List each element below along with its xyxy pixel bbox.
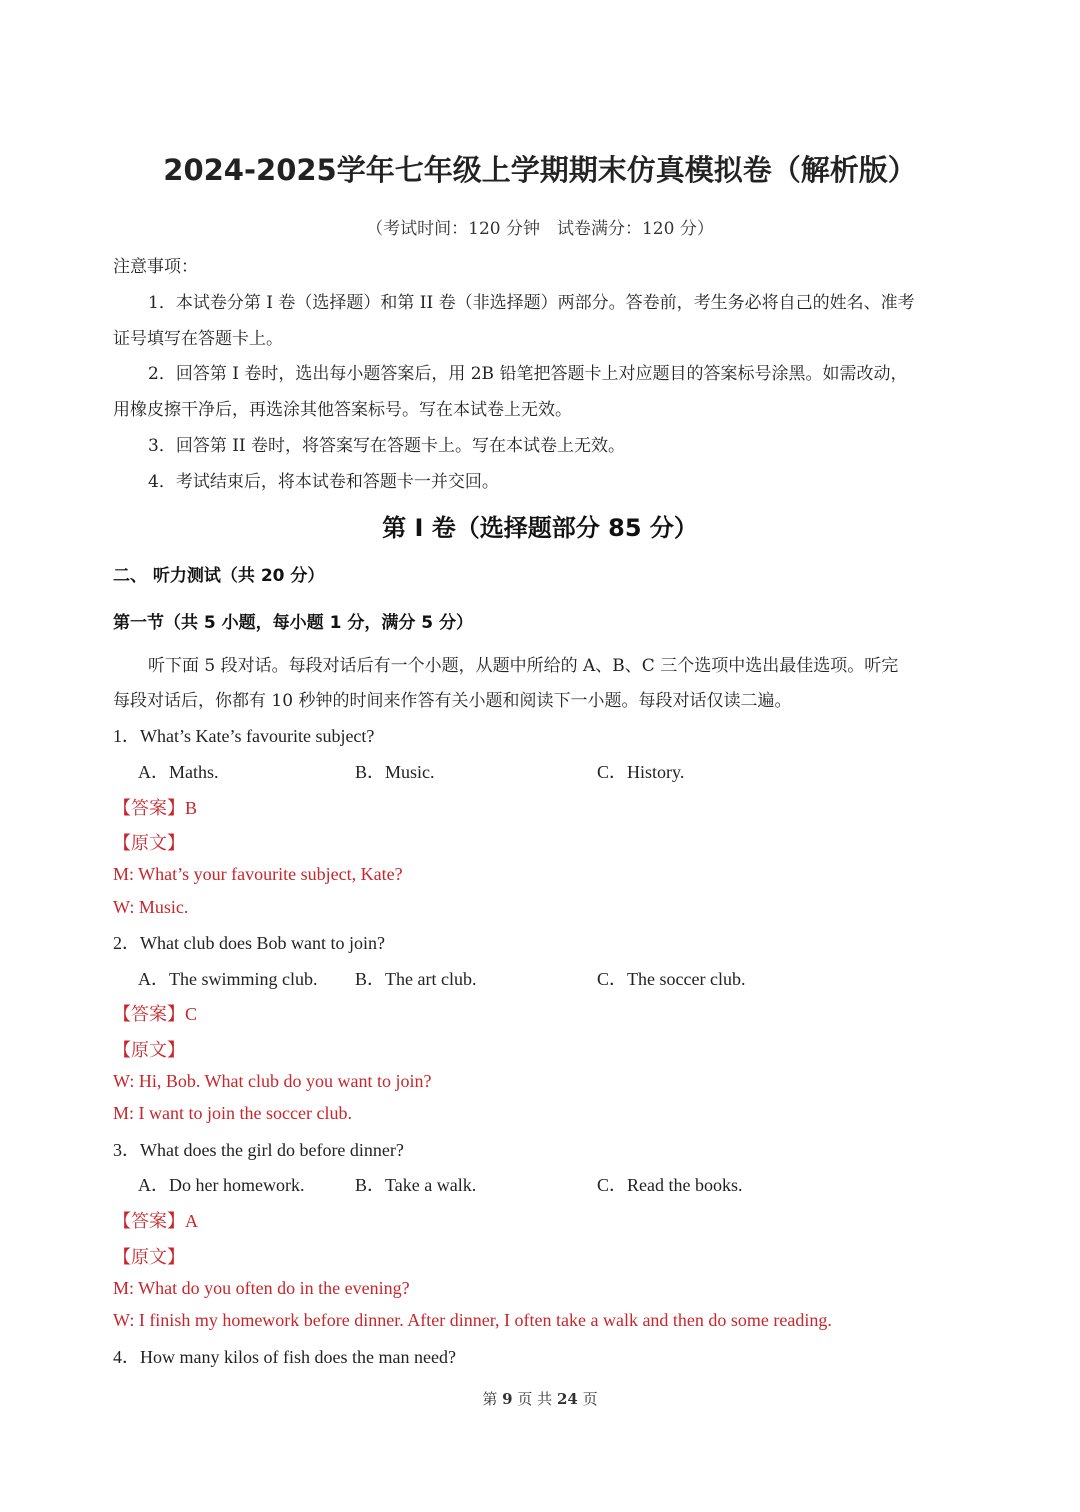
notice-item-3: 3．回答第 II 卷时，将答案写在答题卡上。写在本试卷上无效。: [148, 436, 626, 456]
instructions-line-2: 每段对话后，你都有 10 秒钟的时间来作答有关小题和阅读下一小题。每段对话仅读二遍。: [113, 691, 792, 711]
notice-heading: 注意事项：: [113, 257, 198, 277]
question-3-option-c: C．Read the books.: [597, 1175, 743, 1195]
footer-prefix: 第: [482, 1390, 498, 1408]
page-footer: [0, 1388, 1080, 1409]
question-3-answer: 【答案】A: [113, 1211, 198, 1231]
part-heading: 二、 听力测试（共 20 分）: [113, 566, 325, 586]
question-1-transcript-line-2: W: Music.: [113, 897, 189, 917]
notice-item-1-line-2: 证号填写在答题卡上。: [113, 329, 283, 349]
footer-mid: 页 共: [517, 1390, 553, 1408]
notice-item-1-line-1: 1．本试卷分第 I 卷（选择题）和第 II 卷（非选择题）两部分。答卷前，考生务必将自己的姓名、准考: [148, 293, 915, 313]
question-1: 1．What’s Kate’s favourite subject?: [113, 726, 375, 746]
question-1-answer: 【答案】B: [113, 798, 198, 818]
question-3: 3．What does the girl do before dinner?: [113, 1140, 404, 1160]
question-2: 2．What club does Bob want to join?: [113, 933, 385, 953]
question-2-original-label: 【原文】: [113, 1040, 185, 1060]
notice-item-2-line-2: 用橡皮擦干净后，再选涂其他答案标号。写在本试卷上无效。: [113, 400, 572, 420]
instructions-line-1: 听下面 5 段对话。每段对话后有一个小题，从题中所给的 A、B、C 三个选项中选出最佳选项。听完: [148, 656, 899, 676]
footer-suffix: 页: [582, 1390, 598, 1408]
question-3-option-b: B．Take a walk.: [355, 1175, 477, 1195]
question-2-answer: 【答案】C: [113, 1004, 198, 1024]
question-2-option-a: A．The swimming club.: [138, 969, 318, 989]
exam-info: （考试时间：120 分钟 试卷满分：120 分）: [366, 219, 714, 239]
question-2-option-b: B．The art club.: [355, 969, 477, 989]
question-3-transcript-line-1: M: What do you often do in the evening?: [113, 1278, 410, 1298]
question-2-option-c: C．The soccer club.: [597, 969, 746, 989]
question-1-transcript-line-1: M: What’s your favourite subject, Kate?: [113, 864, 403, 884]
notice-item-4: 4．考试结束后，将本试卷和答题卡一并交回。: [148, 472, 499, 492]
question-1-option-c: C．History.: [597, 762, 685, 782]
subsection-heading: 第一节（共 5 小题，每小题 1 分，满分 5 分）: [113, 613, 473, 633]
question-2-transcript-line-1: W: Hi, Bob. What club do you want to join?: [113, 1071, 432, 1091]
question-3-option-a: A．Do her homework.: [138, 1175, 305, 1195]
question-3-transcript-line-2: W: I finish my homework before dinner. After dinner, I often take a walk and then do some reading.: [113, 1310, 832, 1330]
question-2-transcript-line-2: M: I want to join the soccer club.: [113, 1103, 352, 1123]
question-1-option-b: B．Music.: [355, 762, 435, 782]
question-1-original-label: 【原文】: [113, 833, 185, 853]
question-3-original-label: 【原文】: [113, 1247, 185, 1267]
total-page-number: 24: [556, 1390, 578, 1408]
notice-item-2-line-1: 2．回答第 I 卷时，选出每小题答案后，用 2B 铅笔把答题卡上对应题目的答案标号涂黑。如需改动，: [148, 364, 908, 384]
section-title: 第 I 卷（选择题部分 85 分）: [382, 514, 698, 542]
document-title: 2024-2025学年七年级上学期期末仿真模拟卷（解析版）: [163, 153, 917, 187]
question-4: 4．How many kilos of fish does the man need?: [113, 1347, 456, 1367]
current-page-number: 9: [502, 1390, 513, 1408]
question-1-option-a: A．Maths.: [138, 762, 219, 782]
